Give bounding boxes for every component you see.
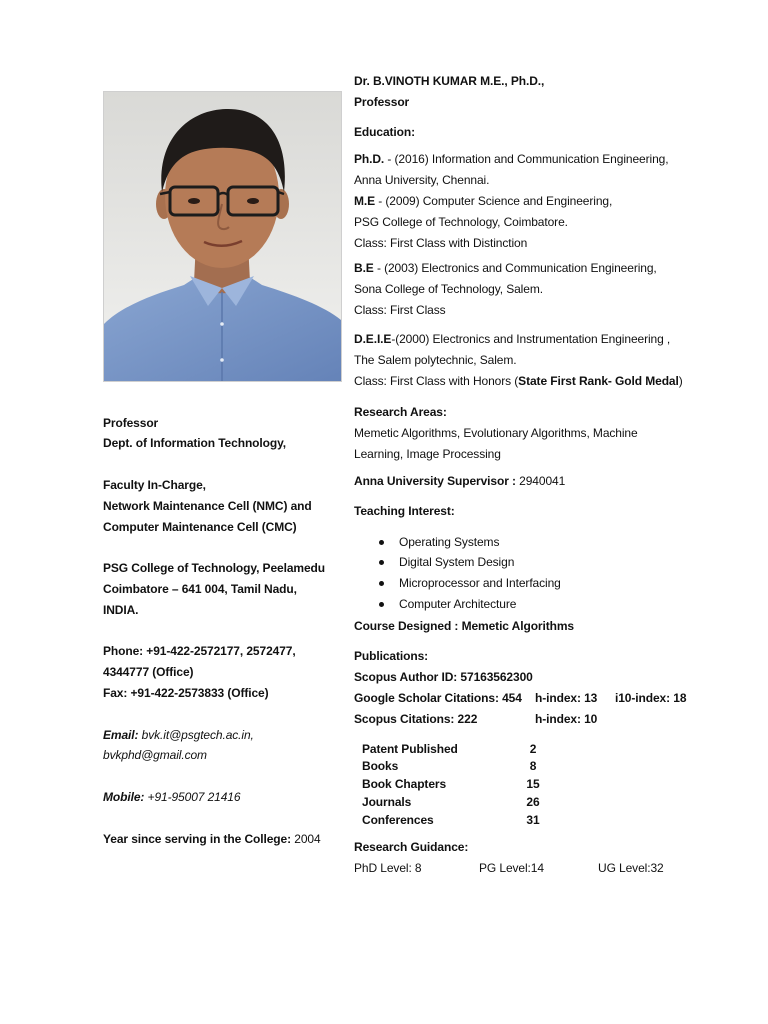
deie-class-line [354, 371, 754, 392]
scopus-citations: Scopus Citations: 222 [354, 711, 478, 726]
publications-heading: Publications: [354, 648, 429, 663]
be-detail: - (2003) Electronics and Communication Engineering, [373, 260, 657, 275]
count-value: 26 [526, 794, 540, 809]
supervisor-line [354, 471, 754, 492]
education-heading-block [354, 122, 754, 143]
table-row [354, 776, 754, 794]
phd-institution: Anna University, Chennai. [354, 172, 490, 187]
course-line [354, 616, 754, 637]
be-degree: B.E [354, 260, 374, 275]
bullet-icon [379, 581, 384, 586]
table-row [354, 794, 754, 812]
person-name: Dr. B.VINOTH KUMAR M.E., Ph.D., [354, 73, 545, 88]
list-item [354, 532, 754, 553]
bullet-icon [379, 540, 384, 545]
spacer [103, 621, 351, 642]
count-value: 31 [526, 812, 540, 827]
spacer [103, 704, 351, 725]
nmc-cell: Network Maintenance Cell (NMC) and [103, 498, 312, 513]
name-header [354, 71, 754, 113]
teaching-item: Operating Systems [399, 534, 500, 549]
scopus-author-id: Scopus Author ID: 57163562300 [354, 669, 533, 684]
header-designation: Professor [354, 94, 410, 109]
be-institution: Sona College of Technology, Salem. [354, 281, 543, 296]
contact-column [103, 413, 351, 850]
education-deie [354, 329, 754, 392]
table-row [354, 741, 754, 759]
google-scholar-i10-index: i10-index: 18 [615, 690, 687, 705]
teaching-heading-block [354, 501, 754, 522]
course-value: Memetic Algorithms [461, 618, 575, 633]
research-areas [354, 402, 754, 465]
mobile-number: +91-95007 21416 [147, 789, 241, 804]
spacer [103, 537, 351, 558]
teaching-item: Computer Architecture [399, 596, 517, 611]
faculty-in-charge-label: Faculty In-Charge, [103, 477, 206, 492]
research-areas-heading: Research Areas: [354, 404, 447, 419]
deie-degree-line [354, 329, 754, 350]
email-line [103, 725, 351, 746]
supervisor-id: 2940041 [519, 473, 566, 488]
service-year: 2004 [294, 831, 321, 846]
education-heading: Education: [354, 124, 415, 139]
me-detail: - (2009) Computer Science and Engineering, [375, 193, 613, 208]
me-degree-line [354, 191, 754, 212]
deie-institution: The Salem polytechnic, Salem. [354, 352, 517, 367]
supervisor-label: Anna University Supervisor : [354, 473, 516, 488]
address-line-2: Coimbatore – 641 004, Tamil Nadu, [103, 581, 297, 596]
count-value: 2 [529, 741, 537, 756]
deie-class: Class: First Class with Honors ( [354, 373, 519, 388]
ug-level: UG Level:32 [598, 860, 664, 875]
list-item [354, 594, 754, 615]
count-label: Books [362, 759, 399, 774]
education-phd-me [354, 149, 754, 254]
count-value: 15 [526, 777, 540, 791]
google-scholar-h-index: h-index: 13 [535, 690, 598, 705]
email-address-2: bvkphd@gmail.com [103, 748, 207, 763]
scopus-line [354, 709, 754, 730]
me-institution: PSG College of Technology, Coimbatore. [354, 214, 568, 229]
phd-level: PhD Level: 8 [354, 860, 422, 875]
pg-level: PG Level:14 [479, 860, 544, 875]
list-item [354, 573, 754, 594]
google-scholar-citations: Google Scholar Citations: 454 [354, 690, 522, 705]
teaching-list [354, 532, 754, 615]
mobile-line [103, 787, 351, 808]
address-line-1: PSG College of Technology, Peelamedu [103, 561, 325, 576]
department: Dept. of Information Technology, [103, 436, 287, 451]
address-line-3: INDIA. [103, 602, 139, 617]
fax: Fax: +91-422-2573833 (Office) [103, 685, 269, 700]
profile-photo [103, 91, 342, 382]
email-label: Email: [103, 727, 139, 742]
left-designation: Professor [103, 415, 159, 430]
count-label: Book Chapters [362, 777, 447, 791]
deie-degree: D.E.I.E [354, 331, 392, 346]
cmc-cell: Computer Maintenance Cell (CMC) [103, 519, 297, 534]
research-guidance [354, 837, 754, 879]
be-class: Class: First Class [354, 302, 446, 317]
course-designed [354, 616, 754, 637]
scopus-h-index: h-index: 10 [535, 711, 598, 726]
mobile-label: Mobile: [103, 789, 145, 804]
me-degree: M.E [354, 193, 376, 208]
teaching-heading: Teaching Interest: [354, 503, 455, 518]
phd-detail: - (2016) Information and Communication Engineering, [384, 151, 669, 166]
research-areas-line-1: Memetic Algorithms, Evolutionary Algorithms, Machine [354, 425, 638, 440]
phone-line-1: Phone: +91-422-2572177, 2572477, [103, 644, 296, 659]
table-row [354, 758, 754, 776]
deie-detail: -(2000) Electronics and Instrumentation Engineering , [391, 331, 671, 346]
guidance-levels [354, 858, 754, 879]
phone-line-2: 4344777 (Office) [103, 665, 194, 680]
bullet-icon [379, 602, 384, 607]
guidance-heading: Research Guidance: [354, 839, 469, 854]
phd-degree-line [354, 149, 754, 170]
service-label: Year since serving in the College: [103, 831, 292, 846]
count-label: Journals [362, 794, 412, 809]
be-degree-line [354, 258, 754, 279]
me-class: Class: First Class with Distinction [354, 235, 528, 250]
spacer [103, 454, 351, 475]
count-label: Conferences [362, 812, 434, 827]
phd-degree: Ph.D. [354, 151, 385, 166]
spacer [103, 808, 351, 829]
teaching-item: Digital System Design [399, 555, 515, 570]
publications [354, 646, 754, 730]
deie-award: State First Rank- Gold Medal [518, 373, 679, 388]
education-be [354, 258, 754, 321]
google-scholar-line [354, 688, 754, 709]
profile-photo-image [104, 92, 341, 381]
spacer [103, 766, 351, 787]
deie-class-end: ) [678, 373, 683, 388]
service-line [103, 829, 351, 850]
teaching-item: Microprocessor and Interfacing [399, 575, 561, 590]
table-row [354, 812, 754, 830]
research-areas-line-2: Learning, Image Processing [354, 446, 501, 461]
list-item [354, 552, 754, 573]
bullet-icon [379, 560, 384, 565]
publication-counts-table [354, 741, 754, 830]
count-label: Patent Published [362, 741, 458, 756]
email-address-1: bvk.it@psgtech.ac.in, [141, 727, 254, 742]
supervisor [354, 471, 754, 492]
course-label: Course Designed : [354, 618, 459, 633]
count-value: 8 [529, 759, 537, 774]
